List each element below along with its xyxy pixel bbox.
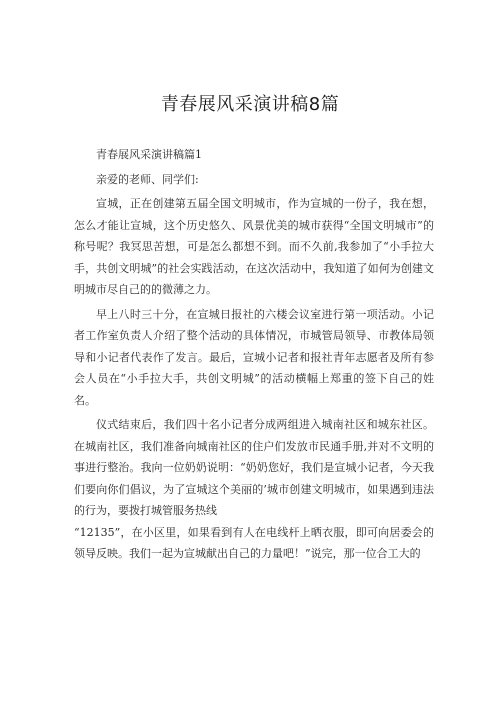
section-heading: 青春展风采演讲稿篇1	[96, 148, 202, 161]
document-title: 青春展风采演讲稿8篇	[160, 94, 340, 115]
paragraph-2: 早上八时三十分，在宣城日报社的六楼会议室进行第一项活动。小记者工作室负责人介绍了整个活动的具体情况，市城管局领导、市教体局领导和小记者代表作了发言。最后，宣城小记者和报社青年志愿者及所有参会人员在“小手拉大手，共创文明城”的活动横幅上郑重的签下自己的姓名。	[74, 307, 434, 407]
paragraph-4: “12135”，在小区里，如果看到有人在电线杆上晒衣服，即可向居委会的领导反映。我们一起为宣城献出自己的力量吧！”说完，那一位合工大的	[74, 525, 434, 560]
paragraph-3: 仪式结束后，我们四十名小记者分成两组进入城南社区和城东社区。在城南社区，我们准备向城南社区的住户们发放市民通手册,并对不文明的事进行整治。我向一位奶奶说明：“奶奶您好，我们是宣城小记者，今天我们要向你们倡议，为了宣城这个美丽的’城市创建文明城市，如果遇到违法的行为，要拨打城管服务热线	[74, 418, 434, 517]
paragraph-1: 宣城，正在创建第五届全国文明城市，作为宣城的一份子，我在想，怎么才能让宣城，这个历史悠久、风景优美的城市获得“全国文明城市”的称号呢？我冥思苦想，可是怎么都想不到。而不久前,我参加了“小手拉大手，共创文明城”的社会实践活动，在这次活动中，我知道了如何为创建文明城市尽自己的的微薄之力。	[74, 197, 434, 296]
document-body	[74, 144, 434, 565]
salutation: 亲爱的老师、同学们:	[96, 172, 199, 186]
